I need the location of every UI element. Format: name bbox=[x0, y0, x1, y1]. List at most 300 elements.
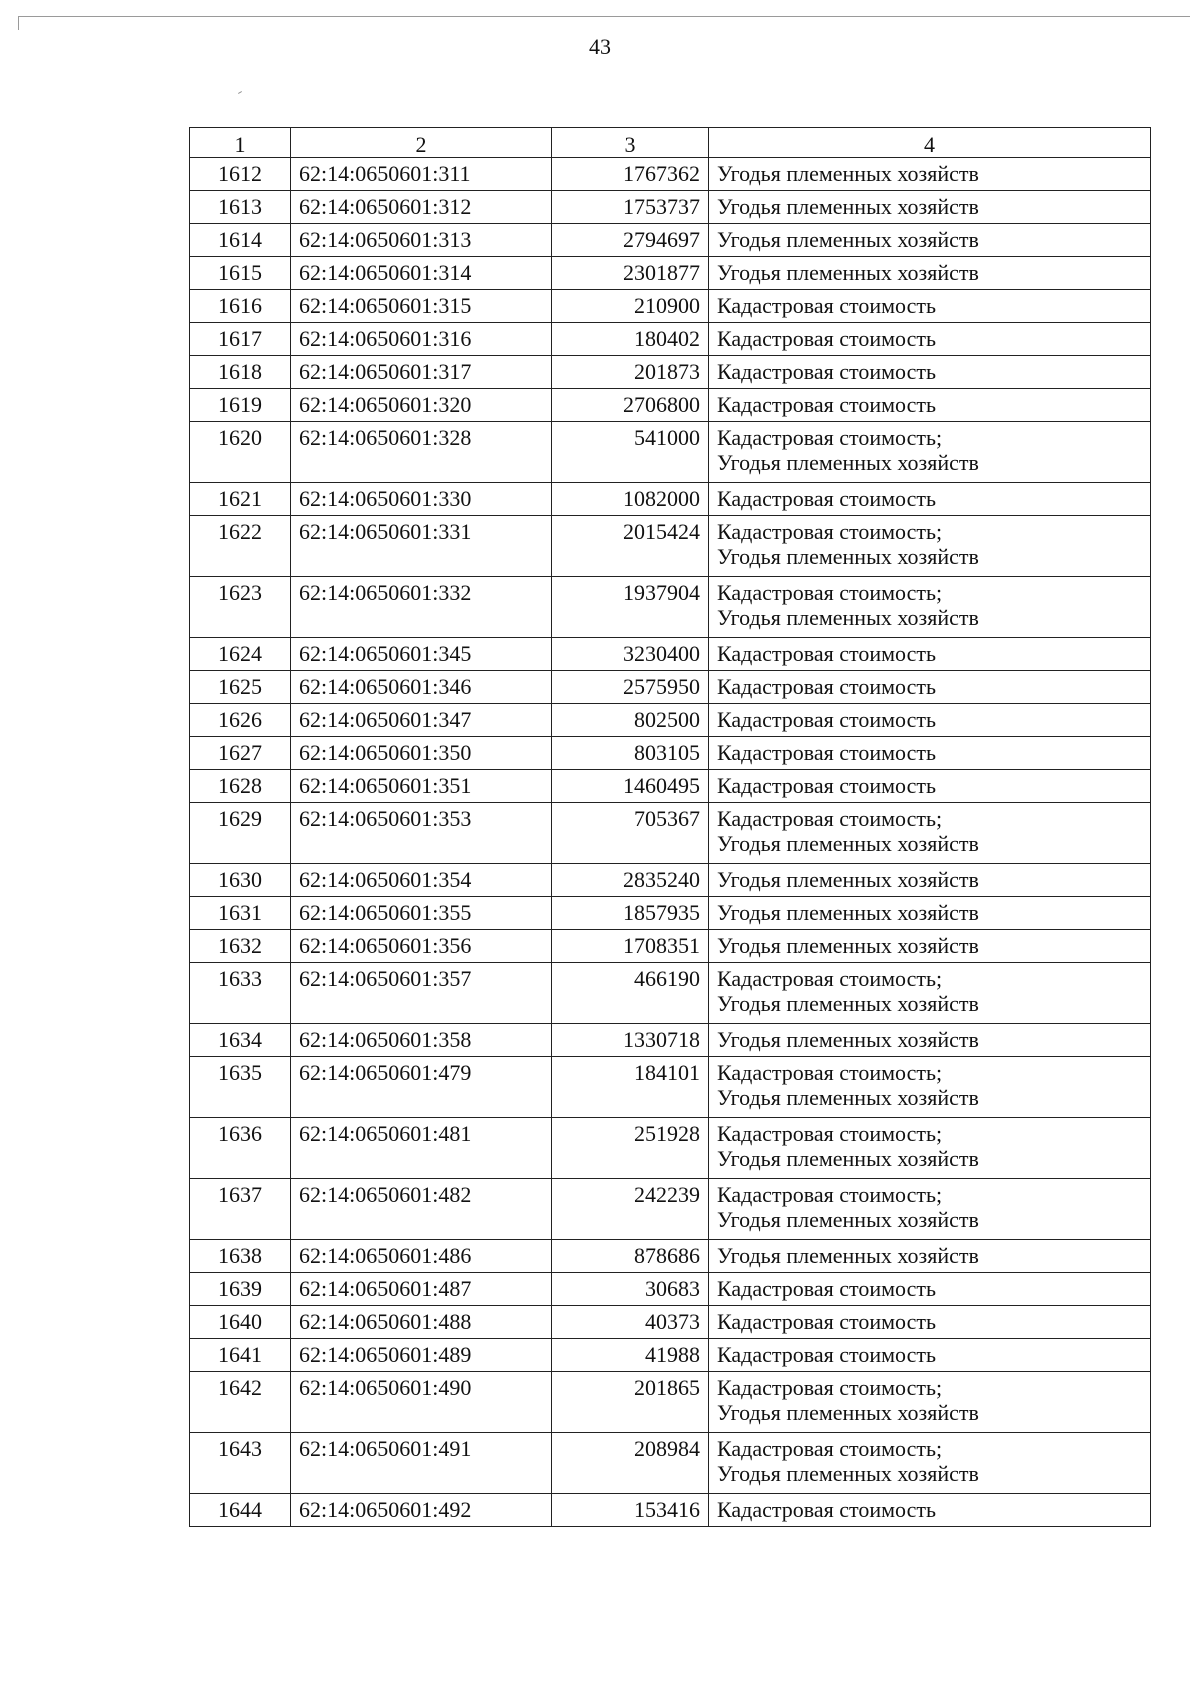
note-cell-text: Угодья племенных хозяйств bbox=[717, 933, 979, 958]
note-cell-text: Угодья племенных хозяйств bbox=[717, 900, 979, 925]
table-row bbox=[190, 671, 1151, 704]
row-number-cell bbox=[190, 930, 291, 963]
note-cell-text: Кадастровая стоимость; bbox=[717, 425, 943, 450]
table-row bbox=[190, 483, 1151, 516]
row-number-cell bbox=[190, 1494, 291, 1527]
cadastral-number-cell bbox=[291, 1024, 552, 1057]
row-number-cell bbox=[190, 290, 291, 323]
table-row bbox=[190, 389, 1151, 422]
registry-table bbox=[189, 127, 1151, 1527]
row-number-cell bbox=[190, 323, 291, 356]
table-row bbox=[190, 1494, 1151, 1527]
cadastral-number-cell bbox=[291, 1273, 552, 1306]
top-border-line bbox=[18, 16, 1190, 17]
cadastral-number-cell bbox=[291, 1372, 552, 1433]
value-cell bbox=[552, 704, 709, 737]
value-cell bbox=[552, 671, 709, 704]
table-row bbox=[190, 1306, 1151, 1339]
cadastral-number-cell bbox=[291, 516, 552, 577]
note-cell bbox=[709, 389, 1151, 422]
row-number-cell-text: 1625 bbox=[218, 674, 262, 699]
table-row bbox=[190, 323, 1151, 356]
cadastral-number-cell bbox=[291, 1240, 552, 1273]
cadastral-number-cell bbox=[291, 158, 552, 191]
value-cell-text: 41988 bbox=[645, 1342, 700, 1367]
table-row bbox=[190, 638, 1151, 671]
row-number-cell bbox=[190, 803, 291, 864]
table-row bbox=[190, 737, 1151, 770]
row-number-cell bbox=[190, 356, 291, 389]
note-cell bbox=[709, 1057, 1151, 1118]
row-number-cell-text: 1617 bbox=[218, 326, 262, 351]
value-cell bbox=[552, 638, 709, 671]
cadastral-number-cell bbox=[291, 1118, 552, 1179]
note-cell-text: Кадастровая стоимость bbox=[717, 773, 936, 798]
note-cell bbox=[709, 323, 1151, 356]
value-cell-text: 30683 bbox=[645, 1276, 700, 1301]
scan-artifact bbox=[238, 91, 242, 94]
cadastral-number-cell-text: 62:14:0650601:482 bbox=[299, 1182, 472, 1207]
value-cell bbox=[552, 257, 709, 290]
note-cell bbox=[709, 257, 1151, 290]
row-number-cell-text: 1616 bbox=[218, 293, 262, 318]
cadastral-number-cell bbox=[291, 1339, 552, 1372]
row-number-cell bbox=[190, 1433, 291, 1494]
note-cell bbox=[709, 864, 1151, 897]
value-cell bbox=[552, 1306, 709, 1339]
row-number-cell-text: 1640 bbox=[218, 1309, 262, 1334]
cadastral-number-cell-text: 62:14:0650601:489 bbox=[299, 1342, 472, 1367]
value-cell bbox=[552, 516, 709, 577]
row-number-cell-text: 1635 bbox=[218, 1060, 262, 1085]
row-number-cell-text: 1628 bbox=[218, 773, 262, 798]
cadastral-number-cell bbox=[291, 737, 552, 770]
value-cell bbox=[552, 930, 709, 963]
table-row bbox=[190, 224, 1151, 257]
row-number-cell bbox=[190, 671, 291, 704]
row-number-cell-text: 1613 bbox=[218, 194, 262, 219]
table-row bbox=[190, 963, 1151, 1024]
row-number-cell-text: 1639 bbox=[218, 1276, 262, 1301]
value-cell-text: 1708351 bbox=[623, 933, 700, 958]
table-row bbox=[190, 864, 1151, 897]
note-cell-text: Угодья племенных хозяйств bbox=[717, 1027, 979, 1052]
note-cell bbox=[709, 1273, 1151, 1306]
note-cell bbox=[709, 1339, 1151, 1372]
table-row bbox=[190, 1179, 1151, 1240]
note-cell-text: Кадастровая стоимость bbox=[717, 1342, 936, 1367]
row-number-cell-text: 1623 bbox=[218, 580, 262, 605]
note-cell-text: Угодья племенных хозяйств bbox=[717, 867, 979, 892]
note-cell bbox=[709, 290, 1151, 323]
row-number-cell-text: 1644 bbox=[218, 1497, 262, 1522]
cadastral-number-cell bbox=[291, 1179, 552, 1240]
table-row bbox=[190, 158, 1151, 191]
value-cell bbox=[552, 1339, 709, 1372]
table-row bbox=[190, 1273, 1151, 1306]
note-cell-text: Кадастровая стоимость bbox=[717, 293, 936, 318]
cadastral-number-cell-text: 62:14:0650601:316 bbox=[299, 326, 472, 351]
table-row bbox=[190, 930, 1151, 963]
value-cell-text: 180402 bbox=[634, 326, 700, 351]
row-number-cell-text: 1633 bbox=[218, 966, 262, 991]
value-cell-text: 878686 bbox=[634, 1243, 700, 1268]
value-cell-text: 2835240 bbox=[623, 867, 700, 892]
cadastral-number-cell bbox=[291, 422, 552, 483]
row-number-cell-text: 1638 bbox=[218, 1243, 262, 1268]
value-cell-text: 1767362 bbox=[623, 161, 700, 186]
row-number-cell-text: 1622 bbox=[218, 519, 262, 544]
note-cell bbox=[709, 577, 1151, 638]
note-cell-text: Угодья племенных хозяйств bbox=[717, 194, 979, 219]
value-cell-text: 153416 bbox=[634, 1497, 700, 1522]
value-cell-text: 210900 bbox=[634, 293, 700, 318]
value-cell bbox=[552, 191, 709, 224]
table-row bbox=[190, 257, 1151, 290]
row-number-cell-text: 1641 bbox=[218, 1342, 262, 1367]
note-cell bbox=[709, 897, 1151, 930]
row-number-cell bbox=[190, 1372, 291, 1433]
value-cell bbox=[552, 1494, 709, 1527]
note-cell-text: Кадастровая стоимость; bbox=[717, 1182, 943, 1207]
note-cell bbox=[709, 770, 1151, 803]
value-cell-text: 40373 bbox=[645, 1309, 700, 1334]
row-number-cell-text: 1631 bbox=[218, 900, 262, 925]
cadastral-number-cell bbox=[291, 356, 552, 389]
row-number-cell bbox=[190, 770, 291, 803]
header-col-2: 2 bbox=[291, 128, 552, 158]
cadastral-number-cell-text: 62:14:0650601:330 bbox=[299, 486, 472, 511]
note-cell bbox=[709, 671, 1151, 704]
note-cell-text: Угодья племенных хозяйств bbox=[717, 227, 979, 252]
table-row bbox=[190, 422, 1151, 483]
note-cell-text: Кадастровая стоимость bbox=[717, 641, 936, 666]
cadastral-number-cell bbox=[291, 638, 552, 671]
cadastral-number-cell bbox=[291, 389, 552, 422]
cadastral-number-cell-text: 62:14:0650601:313 bbox=[299, 227, 472, 252]
row-number-cell-text: 1632 bbox=[218, 933, 262, 958]
row-number-cell bbox=[190, 224, 291, 257]
value-cell bbox=[552, 422, 709, 483]
note-cell bbox=[709, 638, 1151, 671]
note-cell-text: Кадастровая стоимость bbox=[717, 392, 936, 417]
table-row bbox=[190, 1057, 1151, 1118]
cadastral-number-cell bbox=[291, 323, 552, 356]
note-cell-text-line2: Угодья племенных хозяйств bbox=[717, 1207, 979, 1232]
page-number: 43 bbox=[589, 34, 611, 59]
cadastral-number-cell-text: 62:14:0650601:332 bbox=[299, 580, 472, 605]
note-cell bbox=[709, 224, 1151, 257]
value-cell-text: 2015424 bbox=[623, 519, 700, 544]
value-cell-text: 2301877 bbox=[623, 260, 700, 285]
row-number-cell-text: 1634 bbox=[218, 1027, 262, 1052]
row-number-cell bbox=[190, 422, 291, 483]
cadastral-number-cell bbox=[291, 1057, 552, 1118]
cadastral-number-cell bbox=[291, 483, 552, 516]
note-cell bbox=[709, 356, 1151, 389]
row-number-cell-text: 1619 bbox=[218, 392, 262, 417]
cadastral-number-cell-text: 62:14:0650601:350 bbox=[299, 740, 472, 765]
value-cell bbox=[552, 963, 709, 1024]
note-cell-text: Кадастровая стоимость; bbox=[717, 966, 943, 991]
table-row bbox=[190, 290, 1151, 323]
value-cell bbox=[552, 1118, 709, 1179]
value-cell-text: 1082000 bbox=[623, 486, 700, 511]
note-cell bbox=[709, 1179, 1151, 1240]
note-cell bbox=[709, 803, 1151, 864]
header-col-4: 4 bbox=[709, 128, 1151, 158]
row-number-cell-text: 1618 bbox=[218, 359, 262, 384]
value-cell bbox=[552, 577, 709, 638]
cadastral-number-cell bbox=[291, 704, 552, 737]
cadastral-number-cell-text: 62:14:0650601:314 bbox=[299, 260, 472, 285]
cadastral-number-cell-text: 62:14:0650601:481 bbox=[299, 1121, 472, 1146]
note-cell-text-line2: Угодья племенных хозяйств bbox=[717, 544, 979, 569]
value-cell bbox=[552, 356, 709, 389]
note-cell bbox=[709, 963, 1151, 1024]
value-cell bbox=[552, 1179, 709, 1240]
value-cell-text: 1937904 bbox=[623, 580, 700, 605]
value-cell bbox=[552, 1024, 709, 1057]
value-cell bbox=[552, 483, 709, 516]
note-cell bbox=[709, 483, 1151, 516]
value-cell-text: 1460495 bbox=[623, 773, 700, 798]
note-cell-text-line2: Угодья племенных хозяйств bbox=[717, 1400, 979, 1425]
value-cell bbox=[552, 290, 709, 323]
cadastral-number-cell-text: 62:14:0650601:345 bbox=[299, 641, 472, 666]
value-cell-text: 802500 bbox=[634, 707, 700, 732]
cadastral-number-cell-text: 62:14:0650601:320 bbox=[299, 392, 472, 417]
row-number-cell bbox=[190, 897, 291, 930]
note-cell-text: Кадастровая стоимость bbox=[717, 1309, 936, 1334]
note-cell-text: Кадастровая стоимость bbox=[717, 1276, 936, 1301]
note-cell bbox=[709, 1494, 1151, 1527]
cadastral-number-cell-text: 62:14:0650601:351 bbox=[299, 773, 472, 798]
cadastral-number-cell-text: 62:14:0650601:358 bbox=[299, 1027, 472, 1052]
cadastral-number-cell bbox=[291, 1433, 552, 1494]
cadastral-number-cell-text: 62:14:0650601:490 bbox=[299, 1375, 472, 1400]
cadastral-number-cell-text: 62:14:0650601:356 bbox=[299, 933, 472, 958]
value-cell-text: 2575950 bbox=[623, 674, 700, 699]
value-cell bbox=[552, 864, 709, 897]
row-number-cell bbox=[190, 389, 291, 422]
value-cell-text: 705367 bbox=[634, 806, 700, 831]
value-cell-text: 3230400 bbox=[623, 641, 700, 666]
value-cell bbox=[552, 1433, 709, 1494]
cadastral-number-cell bbox=[291, 224, 552, 257]
row-number-cell bbox=[190, 963, 291, 1024]
table-row bbox=[190, 770, 1151, 803]
cadastral-number-cell-text: 62:14:0650601:311 bbox=[299, 161, 471, 186]
row-number-cell bbox=[190, 1179, 291, 1240]
header-col-3: 3 bbox=[552, 128, 709, 158]
note-cell-text-line2: Угодья племенных хозяйств bbox=[717, 831, 979, 856]
value-cell bbox=[552, 1057, 709, 1118]
note-cell-text: Кадастровая стоимость; bbox=[717, 1436, 943, 1461]
table-row bbox=[190, 803, 1151, 864]
value-cell-text: 208984 bbox=[634, 1436, 700, 1461]
cadastral-number-cell bbox=[291, 290, 552, 323]
value-cell-text: 201873 bbox=[634, 359, 700, 384]
table-row bbox=[190, 1339, 1151, 1372]
value-cell bbox=[552, 158, 709, 191]
row-number-cell bbox=[190, 1118, 291, 1179]
cadastral-number-cell-text: 62:14:0650601:328 bbox=[299, 425, 472, 450]
value-cell bbox=[552, 770, 709, 803]
header-col-1: 1 bbox=[190, 128, 291, 158]
value-cell-text: 184101 bbox=[634, 1060, 700, 1085]
row-number-cell bbox=[190, 191, 291, 224]
note-cell-text: Угодья племенных хозяйств bbox=[717, 1243, 979, 1268]
cadastral-number-cell bbox=[291, 577, 552, 638]
note-cell-text: Кадастровая стоимость bbox=[717, 674, 936, 699]
table-row bbox=[190, 577, 1151, 638]
cadastral-number-cell bbox=[291, 930, 552, 963]
note-cell-text: Кадастровая стоимость bbox=[717, 486, 936, 511]
row-number-cell-text: 1612 bbox=[218, 161, 262, 186]
row-number-cell-text: 1621 bbox=[218, 486, 262, 511]
note-cell-text: Кадастровая стоимость; bbox=[717, 580, 943, 605]
value-cell bbox=[552, 897, 709, 930]
cadastral-number-cell-text: 62:14:0650601:353 bbox=[299, 806, 472, 831]
note-cell-text: Кадастровая стоимость; bbox=[717, 806, 943, 831]
row-number-cell bbox=[190, 1273, 291, 1306]
row-number-cell bbox=[190, 1306, 291, 1339]
cadastral-number-cell-text: 62:14:0650601:492 bbox=[299, 1497, 472, 1522]
cadastral-number-cell-text: 62:14:0650601:346 bbox=[299, 674, 472, 699]
row-number-cell bbox=[190, 737, 291, 770]
note-cell-text: Кадастровая стоимость bbox=[717, 359, 936, 384]
cadastral-number-cell bbox=[291, 803, 552, 864]
cadastral-number-cell bbox=[291, 257, 552, 290]
table-row bbox=[190, 1372, 1151, 1433]
note-cell-text: Угодья племенных хозяйств bbox=[717, 161, 979, 186]
cadastral-number-cell-text: 62:14:0650601:488 bbox=[299, 1309, 472, 1334]
note-cell-text: Угодья племенных хозяйств bbox=[717, 260, 979, 285]
value-cell-text: 201865 bbox=[634, 1375, 700, 1400]
note-cell-text: Кадастровая стоимость bbox=[717, 707, 936, 732]
value-cell bbox=[552, 224, 709, 257]
note-cell bbox=[709, 1118, 1151, 1179]
cadastral-number-cell bbox=[291, 864, 552, 897]
cadastral-number-cell-text: 62:14:0650601:312 bbox=[299, 194, 472, 219]
note-cell-text: Кадастровая стоимость; bbox=[717, 519, 943, 544]
row-number-cell-text: 1637 bbox=[218, 1182, 262, 1207]
note-cell-text: Кадастровая стоимость bbox=[717, 740, 936, 765]
cadastral-number-cell-text: 62:14:0650601:491 bbox=[299, 1436, 472, 1461]
note-cell bbox=[709, 422, 1151, 483]
value-cell bbox=[552, 803, 709, 864]
note-cell-text-line2: Угодья племенных хозяйств bbox=[717, 991, 979, 1016]
note-cell bbox=[709, 1306, 1151, 1339]
table-row bbox=[190, 897, 1151, 930]
cadastral-number-cell-text: 62:14:0650601:479 bbox=[299, 1060, 472, 1085]
value-cell bbox=[552, 1372, 709, 1433]
table-row bbox=[190, 1024, 1151, 1057]
table-row bbox=[190, 1240, 1151, 1273]
row-number-cell bbox=[190, 1057, 291, 1118]
note-cell bbox=[709, 1240, 1151, 1273]
cadastral-number-cell bbox=[291, 770, 552, 803]
value-cell-text: 251928 bbox=[634, 1121, 700, 1146]
note-cell bbox=[709, 516, 1151, 577]
row-number-cell-text: 1614 bbox=[218, 227, 262, 252]
row-number-cell bbox=[190, 1024, 291, 1057]
value-cell-text: 1857935 bbox=[623, 900, 700, 925]
row-number-cell-text: 1636 bbox=[218, 1121, 262, 1146]
note-cell-text: Кадастровая стоимость bbox=[717, 326, 936, 351]
cadastral-number-cell bbox=[291, 1306, 552, 1339]
value-cell-text: 2794697 bbox=[623, 227, 700, 252]
cadastral-number-cell bbox=[291, 1494, 552, 1527]
table-row bbox=[190, 356, 1151, 389]
row-number-cell bbox=[190, 638, 291, 671]
value-cell bbox=[552, 1273, 709, 1306]
note-cell bbox=[709, 1372, 1151, 1433]
note-cell-text-line2: Угодья племенных хозяйств bbox=[717, 1085, 979, 1110]
row-number-cell-text: 1624 bbox=[218, 641, 262, 666]
table-row bbox=[190, 516, 1151, 577]
row-number-cell bbox=[190, 1339, 291, 1372]
note-cell bbox=[709, 158, 1151, 191]
row-number-cell bbox=[190, 704, 291, 737]
row-number-cell bbox=[190, 257, 291, 290]
note-cell bbox=[709, 704, 1151, 737]
note-cell-text: Кадастровая стоимость; bbox=[717, 1121, 943, 1146]
note-cell bbox=[709, 737, 1151, 770]
header-row bbox=[190, 128, 1151, 158]
value-cell-text: 1753737 bbox=[623, 194, 700, 219]
cadastral-number-cell-text: 62:14:0650601:354 bbox=[299, 867, 472, 892]
table-row bbox=[190, 191, 1151, 224]
note-cell-text: Кадастровая стоимость; bbox=[717, 1375, 943, 1400]
value-cell bbox=[552, 323, 709, 356]
cadastral-number-cell-text: 62:14:0650601:315 bbox=[299, 293, 472, 318]
row-number-cell bbox=[190, 864, 291, 897]
value-cell bbox=[552, 389, 709, 422]
row-number-cell-text: 1626 bbox=[218, 707, 262, 732]
value-cell-text: 242239 bbox=[634, 1182, 700, 1207]
cadastral-number-cell-text: 62:14:0650601:317 bbox=[299, 359, 472, 384]
top-border-tick bbox=[18, 16, 19, 30]
value-cell-text: 803105 bbox=[634, 740, 700, 765]
cadastral-number-cell-text: 62:14:0650601:347 bbox=[299, 707, 472, 732]
table-row bbox=[190, 704, 1151, 737]
value-cell-text: 466190 bbox=[634, 966, 700, 991]
row-number-cell-text: 1630 bbox=[218, 867, 262, 892]
cadastral-number-cell bbox=[291, 897, 552, 930]
cadastral-number-cell-text: 62:14:0650601:486 bbox=[299, 1243, 472, 1268]
row-number-cell-text: 1642 bbox=[218, 1375, 262, 1400]
value-cell-text: 2706800 bbox=[623, 392, 700, 417]
note-cell-text-line2: Угодья племенных хозяйств bbox=[717, 1461, 979, 1486]
note-cell-text-line2: Угодья племенных хозяйств bbox=[717, 450, 979, 475]
row-number-cell bbox=[190, 158, 291, 191]
row-number-cell bbox=[190, 577, 291, 638]
note-cell bbox=[709, 1433, 1151, 1494]
row-number-cell bbox=[190, 516, 291, 577]
note-cell-text: Кадастровая стоимость; bbox=[717, 1060, 943, 1085]
value-cell bbox=[552, 1240, 709, 1273]
cadastral-number-cell bbox=[291, 191, 552, 224]
cadastral-number-cell-text: 62:14:0650601:357 bbox=[299, 966, 472, 991]
row-number-cell-text: 1627 bbox=[218, 740, 262, 765]
row-number-cell-text: 1620 bbox=[218, 425, 262, 450]
cadastral-number-cell-text: 62:14:0650601:487 bbox=[299, 1276, 472, 1301]
note-cell bbox=[709, 1024, 1151, 1057]
note-cell-text-line2: Угодья племенных хозяйств bbox=[717, 605, 979, 630]
value-cell bbox=[552, 737, 709, 770]
